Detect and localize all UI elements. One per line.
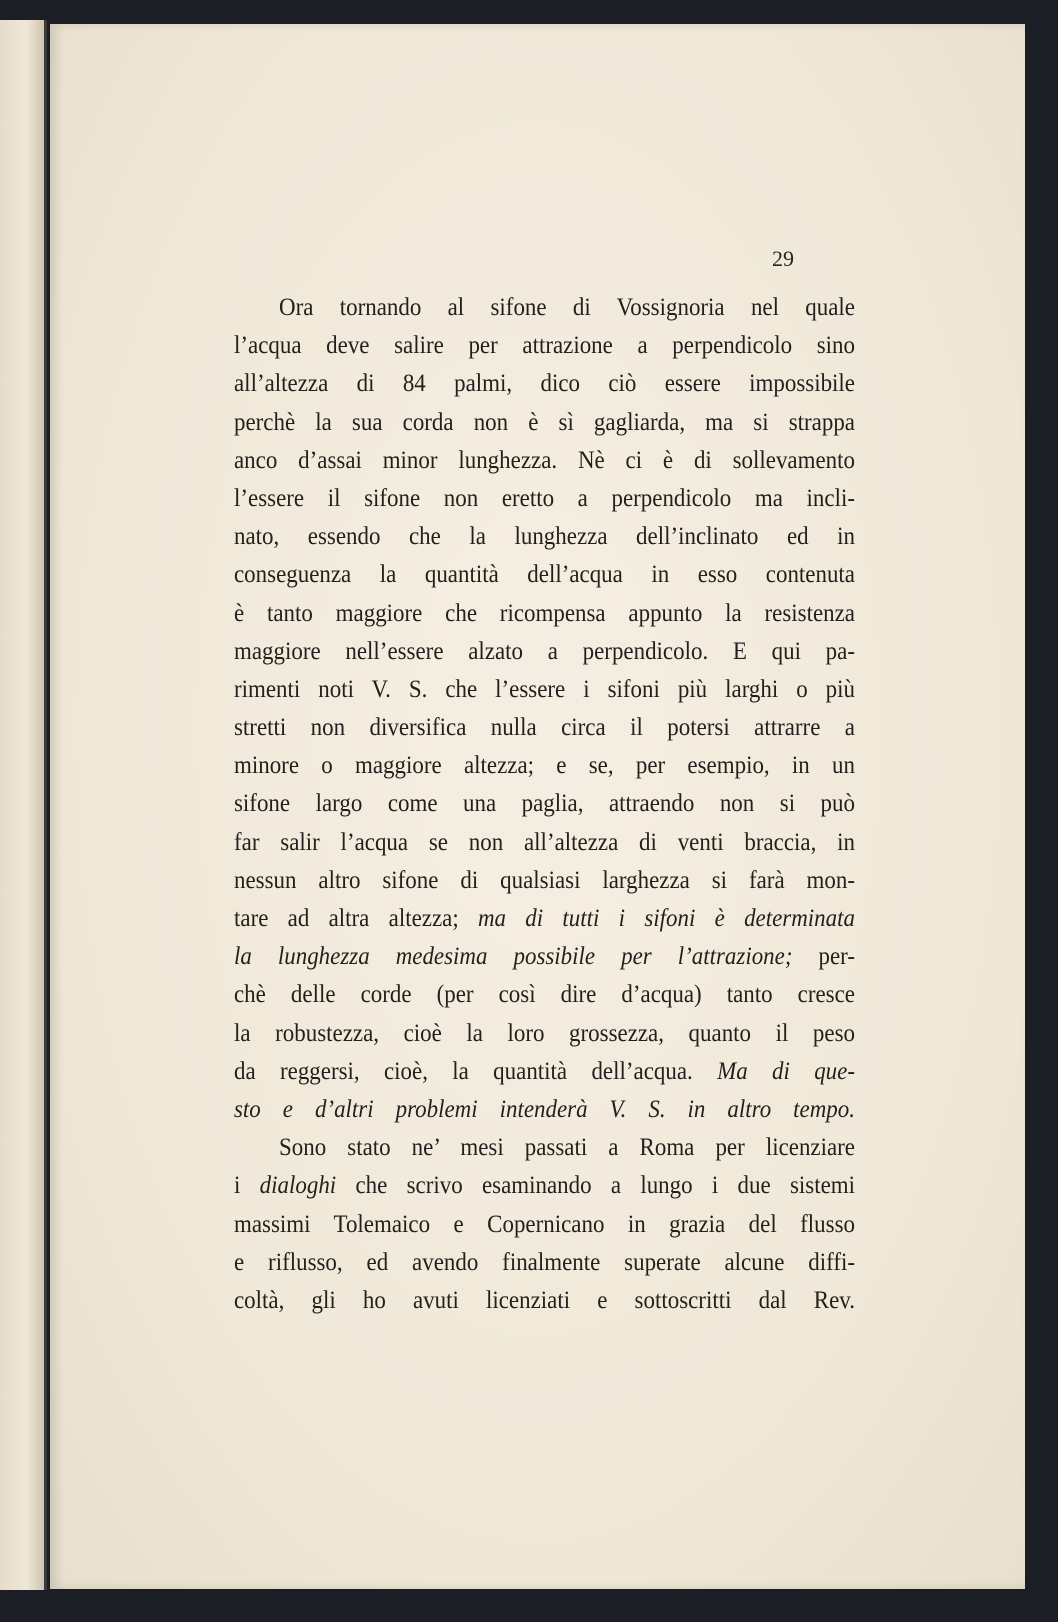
text-line — [234, 899, 855, 937]
text-line — [234, 1090, 855, 1128]
text-segment: nessun altro sifone di qualsiasi larghezza si farà mon- — [234, 864, 855, 894]
text-line — [234, 441, 855, 479]
text-line — [234, 823, 855, 861]
text-line — [234, 594, 855, 632]
text-segment: conseguenza la quantità dell’acqua in esso contenuta — [234, 559, 855, 589]
text-line — [234, 861, 855, 899]
text-segment: l’essere il sifone non eretto a perpendicolo ma incli- — [234, 482, 855, 512]
text-line — [234, 632, 855, 670]
text-line — [234, 975, 855, 1013]
text-line — [234, 1243, 855, 1281]
text-line — [234, 517, 855, 555]
text-segment: da reggersi, cioè, la quantità dell’acqua. — [234, 1055, 718, 1085]
text-line — [234, 1052, 855, 1090]
text-line — [234, 479, 855, 517]
italic-text: ma di tutti i sifoni è determinata — [477, 903, 855, 932]
book-page — [50, 24, 1025, 1589]
text-segment: all’altezza di 84 palmi, dico ciò essere impossibile — [234, 368, 855, 398]
text-segment: è tanto maggiore che ricompensa appunto la resistenza — [234, 597, 855, 627]
text-line — [234, 403, 855, 441]
text-line — [234, 1205, 855, 1243]
text-line — [234, 708, 855, 746]
text-segment: sifone largo come una paglia, attraendo non si può — [234, 788, 855, 818]
text-segment: tare ad altra altezza; — [234, 903, 478, 932]
text-segment: e riflusso, ed avendo finalmente superate alcune diffi- — [234, 1246, 855, 1276]
text-segment: nato, essendo che la lunghezza dell’inclinato ed in — [234, 521, 855, 551]
text-segment: minore o maggiore altezza; e se, per esempio, in un — [234, 750, 855, 780]
text-segment: chè delle corde (per così dire d’acqua) tanto cresce — [234, 979, 855, 1009]
text-line — [234, 670, 855, 708]
italic-text: sto e d’altri problemi intenderà V. S. in altro tempo. — [234, 1093, 855, 1123]
text-segment: stretti non diversifica nulla circa il potersi attrarre a — [234, 712, 855, 742]
text-segment: rimenti noti V. S. che l’essere i sifoni più larghi o più — [234, 673, 855, 703]
text-segment: maggiore nell’essere alzato a perpendicolo. E qui pa- — [234, 635, 855, 665]
text-line — [234, 326, 855, 364]
body-text — [234, 288, 924, 1319]
text-segment: la robustezza, cioè la loro grossezza, quanto il peso — [234, 1017, 855, 1047]
text-segment: i — [234, 1170, 260, 1200]
italic-text: dialoghi — [259, 1170, 337, 1200]
text-segment: che scrivo esaminando a lungo i due sistemi — [336, 1170, 856, 1200]
text-line — [234, 1281, 855, 1319]
italic-text: Ma di que- — [717, 1055, 855, 1085]
text-line — [234, 555, 855, 593]
text-segment: anco d’assai minor lunghezza. Nè ci è di sollevamento — [234, 444, 855, 474]
text-segment: perchè la sua corda non è sì gagliarda, ma si strappa — [234, 406, 855, 436]
text-line — [234, 746, 855, 784]
text-line — [234, 288, 855, 326]
text-line — [234, 1128, 855, 1166]
text-line — [234, 1014, 855, 1052]
text-line — [234, 784, 855, 822]
page-number: 29 — [772, 246, 794, 271]
text-segment: per- — [792, 941, 855, 971]
text-segment: l’acqua deve salire per attrazione a perpendicolo sino — [234, 330, 855, 360]
italic-text: la lunghezza medesima possibile per l’attrazione; — [234, 941, 793, 971]
text-line — [234, 937, 855, 975]
text-line — [234, 364, 855, 402]
text-segment: Sono stato ne’ mesi passati a Roma per licenziare — [279, 1132, 855, 1162]
text-segment: far salir l’acqua se non all’altezza di venti braccia, in — [234, 826, 855, 856]
text-segment: massimi Tolemaico e Copernicano in grazia del flusso — [234, 1208, 855, 1238]
text-line — [234, 1166, 855, 1204]
text-segment: Ora tornando al sifone di Vossignoria nel quale — [279, 292, 855, 321]
text-segment: coltà, gli ho avuti licenziati e sottoscritti dal Rev. — [234, 1284, 855, 1314]
facing-page-edge — [0, 20, 47, 1590]
